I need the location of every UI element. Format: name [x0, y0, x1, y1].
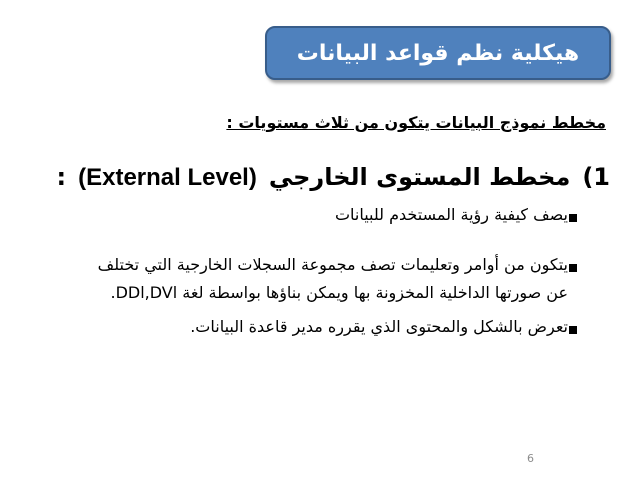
title-box [265, 26, 611, 80]
heading-english: (External Level) [78, 164, 257, 191]
bullet-2-icon [569, 264, 577, 272]
heading-colon: : [56, 163, 67, 191]
intro-text: مخطط نموذج البيانات يتكون من ثلاث مستويات : [226, 113, 606, 132]
heading-arabic: مخطط المستوى الخارجي [268, 163, 571, 191]
bullet-3-icon [569, 326, 577, 334]
page-number: 6 [527, 452, 534, 465]
bullet-1-icon [569, 214, 577, 222]
bullet-2-line-2: عن صورتها الداخلية المخزونة بها ويمكن بناؤها بواسطة لغة DDl,DVl. [110, 283, 568, 302]
bullet-2-line-1: يتكون من أوامر وتعليمات تصف مجموعة السجلات الخارجية التي تختلف [97, 255, 568, 274]
heading-number: 1) [582, 163, 610, 191]
section-heading [56, 163, 610, 192]
bullet-3-line-1: تعرض بالشكل والمحتوى الذي يقرره مدير قاعدة البيانات. [190, 317, 568, 336]
slide-title: هيكلية نظم قواعد البيانات [296, 40, 580, 66]
bullet-1-line-1: يصف كيفية رؤية المستخدم للبيانات [334, 205, 568, 224]
